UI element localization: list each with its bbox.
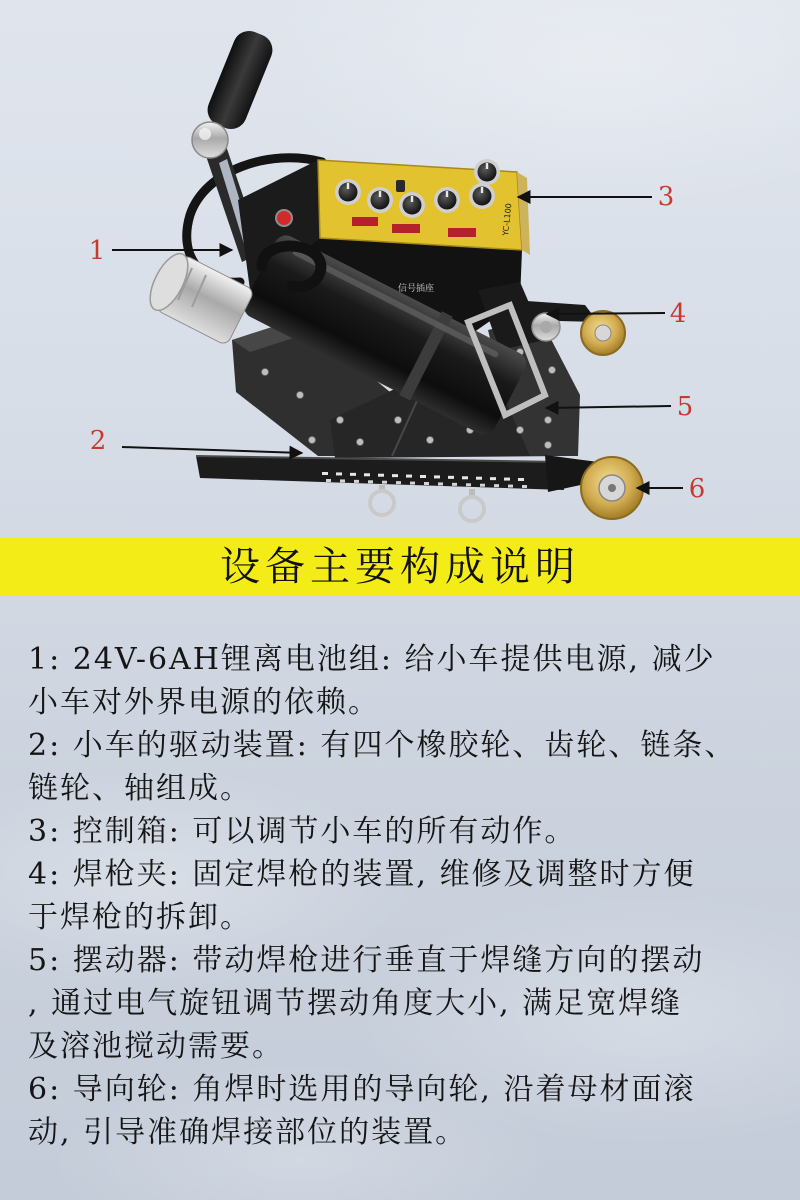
chain-link: [438, 482, 443, 485]
chain-link: [396, 481, 401, 484]
description-line: 小车对外界电源的依赖。: [28, 685, 380, 720]
chain-link: [462, 476, 468, 479]
chain-link: [522, 485, 527, 488]
description-section: [28, 638, 800, 1154]
description-line: 5: 摆动器: 带动焊枪进行垂直于焊缝方向的摆动: [28, 943, 705, 978]
chain-link: [448, 476, 454, 479]
description-line: , 通过电气旋钮调节摆动角度大小, 满足宽焊缝: [28, 986, 683, 1021]
description-item-6: [28, 1068, 800, 1154]
callout-arrow-2: [122, 447, 302, 453]
wheel-hub: [595, 325, 611, 341]
callout-number-4: 4: [669, 299, 687, 329]
chain-link: [476, 477, 482, 480]
chain-link: [504, 478, 510, 481]
callout-number-2: 2: [89, 426, 107, 456]
description-line: 动, 引导准确焊接部位的装置。: [28, 1115, 468, 1150]
chain-link: [518, 478, 524, 481]
lower-guide-wheel: [545, 455, 643, 519]
chain-link: [336, 472, 342, 475]
screw: [337, 417, 344, 424]
screw: [297, 392, 304, 399]
callout-number-1: 1: [88, 236, 106, 266]
callout-arrow-4: [547, 313, 665, 314]
description-item-4: [28, 853, 800, 939]
page-title: 设备主要构成说明: [220, 544, 580, 590]
chain-link: [364, 473, 370, 476]
description-item-3: [28, 810, 800, 853]
knob-indicator: [481, 187, 483, 193]
description-item-2: [28, 724, 800, 810]
title-banner: [0, 538, 800, 596]
description-line: 4: 焊枪夹: 固定焊枪的装置, 维修及调整时方便: [28, 857, 696, 892]
chain-link: [378, 474, 384, 477]
eye-bolt-ring: [460, 497, 484, 521]
knob-indicator: [486, 163, 488, 169]
handle-knob-highlight: [199, 128, 211, 140]
track-rail: [196, 456, 564, 490]
chain-link: [354, 480, 359, 483]
screw: [262, 369, 269, 376]
chain-link: [480, 484, 485, 487]
red-button: [277, 211, 291, 225]
handle-knob: [192, 122, 228, 158]
description-line: 及溶池搅动需要。: [28, 1029, 284, 1064]
chain-link: [382, 481, 387, 484]
screw: [427, 437, 434, 444]
chain-link: [490, 477, 496, 480]
screw: [549, 367, 556, 374]
screw: [545, 442, 552, 449]
screw: [545, 417, 552, 424]
knob-indicator: [379, 191, 381, 197]
speed-display: [352, 217, 378, 226]
chain-link: [410, 482, 415, 485]
signal-socket-label: 信号插座: [398, 284, 435, 294]
chain-link: [508, 485, 513, 488]
description-item-5: [28, 939, 800, 1068]
screw: [357, 439, 364, 446]
handle-grip: [203, 26, 278, 134]
product-photo: [0, 0, 800, 535]
battery-pack: [142, 248, 254, 346]
chain-link: [340, 479, 345, 482]
chain-link: [392, 474, 398, 477]
chain-link: [434, 475, 440, 478]
screw: [395, 417, 402, 424]
description-line: 6: 导向轮: 角焊时选用的导向轮, 沿着母材面滚: [28, 1072, 696, 1107]
screw: [517, 427, 524, 434]
knob-indicator: [446, 191, 448, 197]
eye-bolt-ring: [370, 491, 394, 515]
callout-number-5: 5: [676, 392, 694, 422]
chain-link: [420, 475, 426, 478]
description-item-1: [28, 638, 800, 724]
chain-link: [368, 480, 373, 483]
chain-link: [452, 483, 457, 486]
chain-link: [406, 475, 412, 478]
chain-link: [326, 479, 331, 482]
callout-number-3: 3: [657, 182, 675, 212]
clamp-knob-center: [540, 321, 552, 333]
chain-link: [466, 483, 471, 486]
description-line: 于焊枪的拆卸。: [28, 900, 252, 935]
chain-link: [350, 473, 356, 476]
knob-indicator: [347, 183, 349, 189]
chain-link: [424, 482, 429, 485]
chain-link: [322, 472, 328, 475]
panel-model-label: YC-L100: [501, 202, 514, 237]
description-line: 3: 控制箱: 可以调节小车的所有动作。: [28, 814, 577, 849]
description-line: 链轮、轴组成。: [28, 771, 252, 806]
swing-display: [448, 228, 476, 237]
current-display: [392, 224, 420, 233]
callout-number-6: 6: [688, 474, 706, 504]
wheel-axle: [608, 484, 616, 492]
screw: [309, 437, 316, 444]
knob-indicator: [411, 196, 413, 202]
power-switch: [396, 180, 405, 192]
description-line: 2: 小车的驱动装置: 有四个橡胶轮、齿轮、链条、: [28, 728, 737, 763]
description-line: 1: 24V-6AH锂离电池组: 给小车提供电源, 减少: [28, 642, 716, 677]
chain-link: [494, 484, 499, 487]
